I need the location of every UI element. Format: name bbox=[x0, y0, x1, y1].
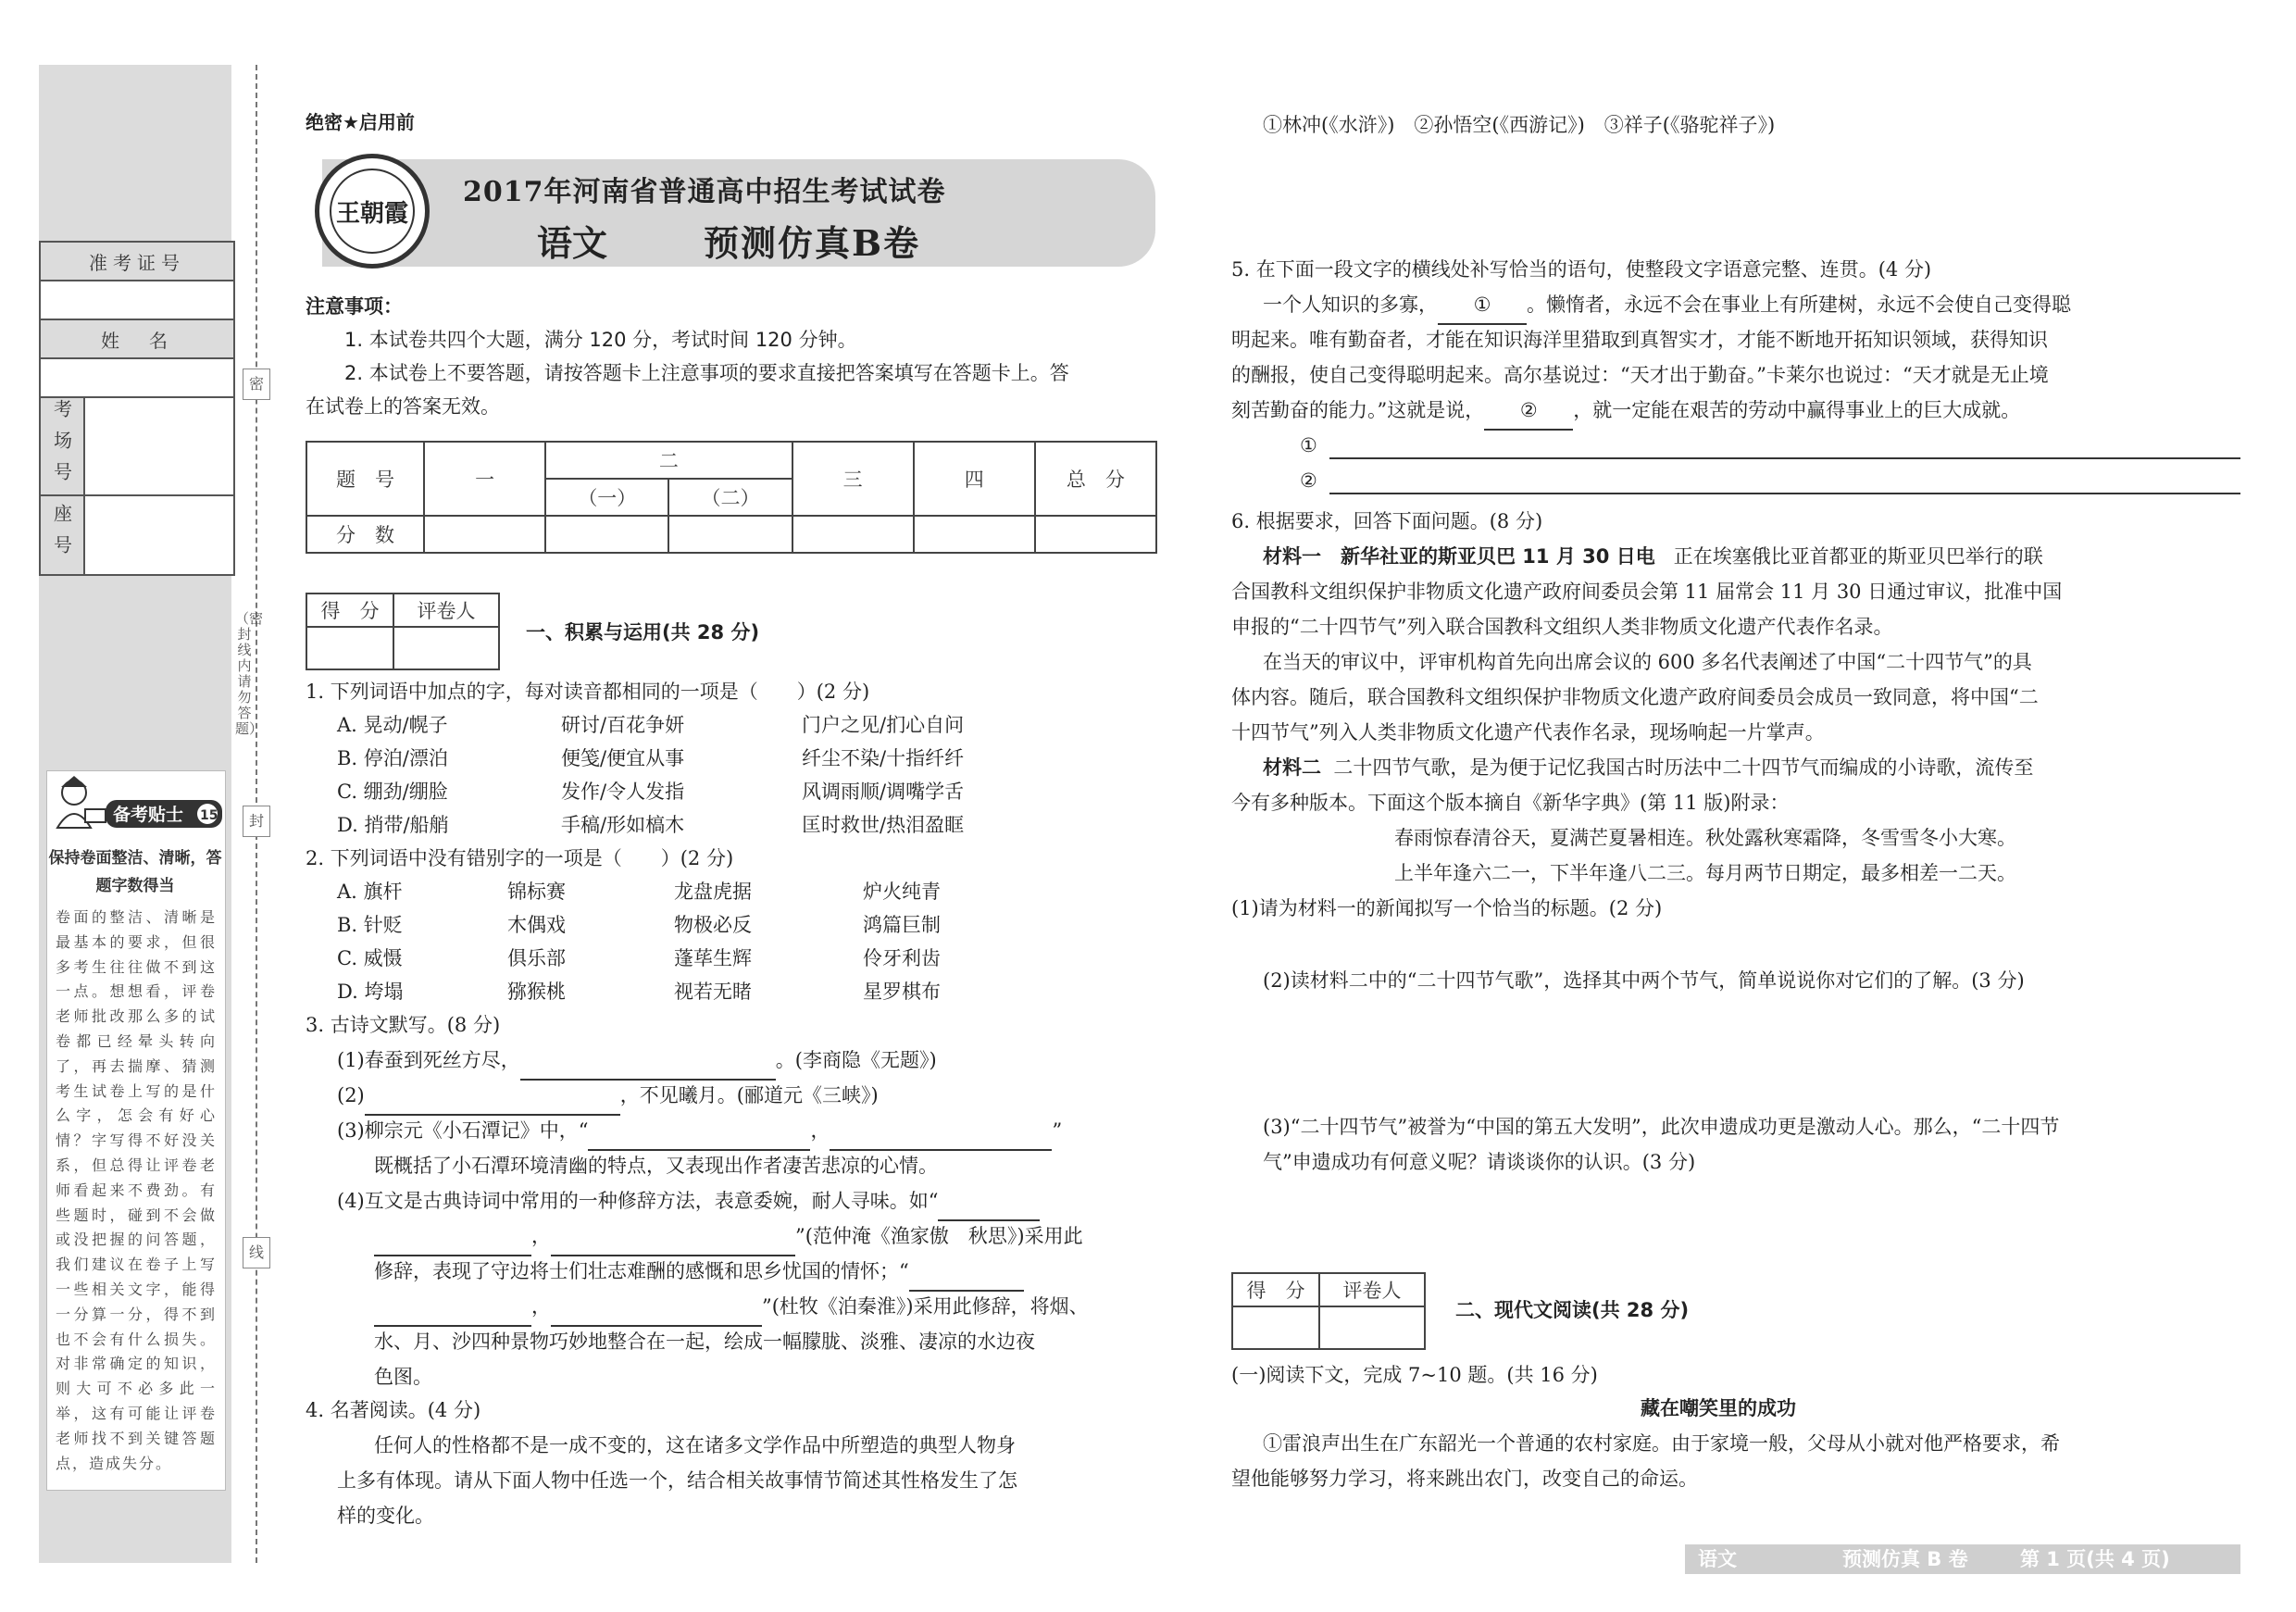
confidential-label: 绝密★启用前 bbox=[306, 111, 415, 133]
seal-note: （密封线内请勿答题） bbox=[235, 610, 264, 737]
q6-material-text: 合国教科文组织保护非物质文化遗产政府间委员会第 11 届常会 11 月 30 日通过审议，批准中国 bbox=[1231, 581, 2063, 603]
q6-material-1-line-1 bbox=[1263, 539, 2043, 575]
score-col-2-sub-1: （一） bbox=[545, 479, 668, 516]
answer-blank[interactable] bbox=[551, 1218, 795, 1256]
q5-p1a: 一个人知识的多寡， bbox=[1263, 294, 1438, 316]
q3-l4d: 修辞，表现了守边将士们壮志难酬的感慨和思乡忧国的情怀；“ bbox=[374, 1260, 909, 1282]
candidate-no-label: 准考证号 bbox=[41, 243, 233, 281]
tip-body: 卷面的整洁、清晰是最基本的要求，但很多考生往往做不到这一点。想想看，评卷老师批改那么多的试卷都已经晕头转向了，再去揣摩、猜测考生试卷上写的是什么字，怎会有好心情？字写得不好没关系，但总得让评卷老师看起来不费劲。有些题时，碰到不会做或没把握的问答题，我们建议在卷子上写一些相关文字，能得一分算一分，得不到也不会有什么损失。对非常确定的知识，则大可不必多此一举，这有可能让评卷老师找不到关键答题点，造成失分。 bbox=[56, 908, 217, 1472]
score-col-total: 总 分 bbox=[1035, 442, 1156, 516]
answer-blank[interactable] bbox=[938, 1183, 1040, 1221]
tip-banner bbox=[48, 772, 224, 833]
q3-l4a: (4)互文是古典诗词中常用的一种修辞方法，表意委婉，耐人寻味。如“ bbox=[337, 1190, 939, 1212]
grader-score-label: 得 分 bbox=[306, 594, 393, 627]
candidate-info-table bbox=[39, 241, 235, 576]
q3-l4h: 色图。 bbox=[374, 1366, 432, 1388]
tip-number: 15 bbox=[200, 808, 218, 823]
q6-poem-line-1: 春雨惊春清谷天，夏满芒夏暑相连。秋处露秋寒霜降，冬雪雪冬小大寒。 bbox=[1394, 827, 2016, 849]
answer-blank[interactable] bbox=[520, 1043, 776, 1081]
grader-score-cell[interactable] bbox=[1232, 1306, 1319, 1349]
q2-option-word: 猕猴桃 bbox=[507, 981, 566, 1003]
q1-option[interactable]: B. 停泊/漂泊 bbox=[337, 747, 448, 769]
q3-l3a: (3)柳宗元《小石潭记》中，“ bbox=[337, 1119, 589, 1142]
q6-material-text: 今有多种版本。下面这个版本摘自《新华字典》(第 11 版)附录： bbox=[1231, 792, 1790, 814]
seal-mark-feng: 封 bbox=[243, 806, 270, 837]
q6-m2-l1: 二十四节气歌，是为便于记忆我国古时历法中二十四节气而编成的小诗歌，流传至 bbox=[1333, 756, 2034, 779]
q2-stem: 2. 下列词语中没有错别字的一项是（ ）(2 分) bbox=[306, 847, 734, 869]
q5-p4b: ，就一定能在艰苦的劳动中赢得事业上的巨大成就。 bbox=[1573, 399, 2021, 421]
answer-blank[interactable] bbox=[365, 1078, 620, 1116]
section-1-title: 一、积累与运用(共 28 分) bbox=[526, 621, 760, 644]
q6-m1-l1: 正在埃塞俄比亚首都亚的斯亚贝巴举行的联 bbox=[1673, 545, 2043, 568]
candidate-no-field[interactable] bbox=[41, 281, 233, 320]
exam-room-row[interactable] bbox=[41, 398, 233, 496]
grader-score-cell[interactable] bbox=[306, 627, 393, 669]
score-cell[interactable] bbox=[1035, 516, 1156, 553]
q2-option-word: 蓬荜生辉 bbox=[674, 947, 752, 969]
exam-title: 2017年河南省普通高中招生考试试卷 bbox=[463, 176, 946, 208]
q4-paragraph: 样的变化。 bbox=[337, 1505, 434, 1527]
q5-line-1 bbox=[1263, 287, 2071, 325]
q3-line-4b bbox=[374, 1218, 1083, 1256]
q4-characters: ①林冲(《水浒》) ②孙悟空(《西游记》) ③祥子(《骆驼祥子》) bbox=[1263, 114, 1776, 136]
score-col-3: 三 bbox=[792, 442, 914, 516]
q1-option-word: 便笺/便宜从事 bbox=[561, 747, 685, 769]
answer-blank[interactable] bbox=[588, 1113, 810, 1151]
q1-option-word: 门户之见/扪心自问 bbox=[802, 714, 965, 736]
q3-line-4d bbox=[374, 1289, 1089, 1327]
page-footer bbox=[1685, 1544, 2240, 1574]
q6-sub-question-3b: 气”申遗成功有何意义呢？请谈谈你的认识。(3 分) bbox=[1263, 1151, 1696, 1173]
score-table-header: 题 号 bbox=[306, 442, 424, 516]
q6-material-text: 体内容。随后，联合国教科文组织保护非物质文化遗产政府间委员会成员一致同意，将中国“二 bbox=[1231, 686, 2039, 708]
brand-seal-text: 王朝霞 bbox=[330, 169, 415, 254]
q6-sub-question-3a: (3)“二十四节气”被誉为“中国的第五大发明”，此次申遗成功更是激动人心。那么，“二十四节 bbox=[1263, 1116, 2060, 1138]
q5-answer-2-label: ② bbox=[1300, 469, 1317, 492]
q5-paragraph: 明起来。唯有勤奋者，才能在知识海洋里猎取到真智实才，才能不断地开拓知识领域，获得知识 bbox=[1231, 329, 2048, 351]
q1-option-word: 风调雨顺/调嘴学舌 bbox=[802, 781, 965, 803]
tip-heading: 保持卷面整洁、清晰，答题字数得当 bbox=[48, 849, 222, 895]
grader-label: 评卷人 bbox=[1319, 1273, 1425, 1306]
q6-poem-line-2: 上半年逢六二一，下半年逢八二三。每月两节日期定，最多相差一二天。 bbox=[1394, 862, 2016, 884]
grader-score-label: 得 分 bbox=[1232, 1273, 1319, 1306]
exam-room-label: 考场号 bbox=[41, 398, 85, 494]
notice-item-1: 1. 本试卷共四个大题，满分 120 分，考试时间 120 分钟。 bbox=[344, 329, 857, 351]
q6-material-2-line-1 bbox=[1263, 750, 2033, 786]
tip-title: 备考贴士 bbox=[113, 805, 184, 825]
notice-item-2a: 2. 本试卷上不要答题，请按答题卡上注意事项的要求直接把答案填写在答题卡上。答 bbox=[344, 362, 1069, 384]
q5-stem: 5. 在下面一段文字的横线处补写恰当的语句，使整段文字语意完整、连贯。(4 分) bbox=[1231, 258, 1932, 281]
footer-paper: 预测仿真 B 卷 bbox=[1842, 1548, 1968, 1570]
score-cell[interactable] bbox=[914, 516, 1035, 553]
q2-option[interactable]: C. 威慑 bbox=[337, 947, 403, 969]
q6-material-text: 在当天的审议中，评审机构首先向出席会议的 600 多名代表阐述了中国“二十四节气”的具 bbox=[1263, 651, 2032, 673]
article-paragraph: 望他能够努力学习，将来跳出农门，改变自己的命运。 bbox=[1231, 1468, 1698, 1490]
q1-option-word: 发作/令人发指 bbox=[561, 781, 685, 803]
grader-box-1 bbox=[306, 593, 500, 670]
q5-blank-2[interactable]: ② bbox=[1484, 393, 1573, 431]
q5-answer-1-label: ① bbox=[1300, 434, 1317, 456]
answer-blank[interactable] bbox=[374, 1218, 531, 1256]
q3-line-2 bbox=[337, 1078, 879, 1116]
q6-material-text: 十四节气”列入人类非物质文化遗产代表作名录，现场响起一片掌声。 bbox=[1231, 721, 1825, 744]
q1-option[interactable]: C. 绷劲/绷脸 bbox=[337, 781, 448, 803]
q2-option-word: 视若无睹 bbox=[674, 981, 752, 1003]
article-title: 藏在嘲笑里的成功 bbox=[1641, 1397, 1796, 1419]
q3-line-3 bbox=[337, 1113, 1062, 1151]
q2-option-word: 俱乐部 bbox=[507, 947, 566, 969]
q3-l3c: ” bbox=[1052, 1119, 1063, 1142]
q4-paragraph: 上多有体现。请从下面人物中任选一个，结合相关故事情节简述其性格发生了怎 bbox=[337, 1469, 1017, 1492]
q3-l4c: ”(范仲淹《渔家傲 秋思》)采用此 bbox=[795, 1225, 1083, 1247]
grader-name-cell[interactable] bbox=[1319, 1306, 1425, 1349]
q3-l1b: 。(李商隐《无题》) bbox=[775, 1049, 937, 1071]
q3-l3d: 既概括了小石潭环境清幽的特点，又表现出作者凄苦悲凉的心情。 bbox=[374, 1155, 938, 1177]
q3-l2a: (2) bbox=[337, 1084, 365, 1106]
q2-option-word: 龙盘虎据 bbox=[674, 881, 752, 903]
q3-l4e: ， bbox=[531, 1295, 551, 1318]
q6-material-1-label: 材料一 新华社亚的斯亚贝巴 11 月 30 日电 bbox=[1263, 545, 1655, 568]
score-cell[interactable] bbox=[424, 516, 545, 553]
score-cell[interactable] bbox=[545, 516, 668, 553]
score-row-label: 分 数 bbox=[306, 516, 424, 553]
notice-item-2b: 在试卷上的答案无效。 bbox=[306, 395, 500, 418]
footer-subject: 语文 bbox=[1698, 1548, 1737, 1570]
q3-line-1 bbox=[337, 1043, 937, 1081]
q2-option-word: 木偶戏 bbox=[507, 914, 566, 936]
q2-option-word: 锦标赛 bbox=[507, 881, 566, 903]
q1-option[interactable]: A. 晃动/幌子 bbox=[337, 714, 448, 736]
seat-label: 座号 bbox=[41, 496, 85, 574]
q1-option-word: 纤尘不染/十指纤纤 bbox=[802, 747, 965, 769]
q1-option-word: 匡时救世/热泪盈眶 bbox=[802, 814, 965, 836]
paper-type: 预测仿真B卷 bbox=[704, 222, 921, 264]
grader-box-2 bbox=[1231, 1272, 1426, 1350]
q2-option[interactable]: A. 旗杆 bbox=[337, 881, 403, 903]
q2-option-word: 炉火纯青 bbox=[863, 881, 941, 903]
q6-sub-question-1: (1)请为材料一的新闻拟写一个恰当的标题。(2 分) bbox=[1231, 897, 1663, 919]
grader-label: 评卷人 bbox=[393, 594, 499, 627]
q6-material-2-label: 材料二 bbox=[1263, 756, 1321, 779]
score-col-4: 四 bbox=[914, 442, 1035, 516]
seal-mark-mi: 密 bbox=[243, 369, 270, 400]
q1-option-word: 手稿/形如槁木 bbox=[561, 814, 685, 836]
q2-option-word: 星罗棋布 bbox=[863, 981, 941, 1003]
score-col-2-sub-2: （二） bbox=[668, 479, 792, 516]
q5-paragraph: 的酬报，使自己变得聪明起来。高尔基说过：“天才出于勤奋。”卡莱尔也说过：“天才就是无止境 bbox=[1231, 364, 2049, 386]
q1-option[interactable]: D. 捎带/船艄 bbox=[337, 814, 449, 836]
q3-l4g: 水、月、沙四种景物巧妙地整合在一起，绘成一幅朦胧、淡雅、凄凉的水边夜 bbox=[374, 1331, 1035, 1353]
q1-stem: 1. 下列词语中加点的字，每对读音都相同的一项是（ ）(2 分) bbox=[306, 681, 870, 703]
q2-option[interactable]: B. 针贬 bbox=[337, 914, 403, 936]
q3-l4b: ， bbox=[531, 1225, 551, 1247]
q6-stem: 6. 根据要求，回答下面问题。(8 分) bbox=[1231, 510, 1543, 532]
answer-blank[interactable] bbox=[909, 1254, 1024, 1292]
q2-option-word: 鸿篇巨制 bbox=[863, 914, 941, 936]
score-cell[interactable] bbox=[792, 516, 914, 553]
q5-blank-1[interactable]: ① bbox=[1438, 287, 1527, 325]
score-table bbox=[306, 441, 1157, 554]
q5-answer-1-line[interactable] bbox=[1329, 457, 2240, 459]
q3-l4f: ”(杜牧《泊秦淮》)采用此修辞，将烟、 bbox=[762, 1295, 1089, 1318]
q5-line-4 bbox=[1231, 393, 2020, 431]
q4-stem: 4. 名著阅读。(4 分) bbox=[306, 1399, 481, 1421]
article-paragraph: ①雷浪声出生在广东韶光一个普通的农村家庭。由于家境一般，父母从小就对他严格要求，希 bbox=[1263, 1432, 2060, 1455]
q5-p4a: 刻苦勤奋的能力。”这就是说， bbox=[1231, 399, 1485, 421]
q3-l3b: ， bbox=[810, 1119, 830, 1142]
q3-line-4 bbox=[337, 1183, 1040, 1221]
q5-p1b: 。懒惰者，永远不会在事业上有所建树，永远不会使自己变得聪 bbox=[1527, 294, 2071, 316]
section-2-part-1: (一)阅读下文，完成 7~10 题。(共 16 分) bbox=[1231, 1364, 1598, 1386]
scholar-illustration bbox=[57, 776, 106, 828]
seat-row[interactable] bbox=[41, 496, 233, 574]
q2-option-word: 伶牙利齿 bbox=[863, 947, 941, 969]
name-field[interactable] bbox=[41, 359, 233, 398]
q4-paragraph: 任何人的性格都不是一成不变的，这在诸多文学作品中所塑造的典型人物身 bbox=[374, 1434, 1016, 1456]
q6-material-text: 申报的“二十四节气”列入联合国教科文组织人类非物质文化遗产代表作名录。 bbox=[1231, 616, 1893, 638]
notice-title: 注意事项： bbox=[306, 295, 403, 318]
q1-option-word: 研讨/百花争妍 bbox=[561, 714, 685, 736]
section-2-title: 二、现代文阅读(共 28 分) bbox=[1455, 1299, 1690, 1321]
name-label: 姓 名 bbox=[41, 320, 233, 359]
score-col-1: 一 bbox=[424, 442, 545, 516]
score-col-2: 二 bbox=[545, 442, 792, 479]
subject-title: 语文 bbox=[537, 222, 608, 264]
q3-l2b: ，不见曦月。(郦道元《三峡》) bbox=[619, 1084, 879, 1106]
answer-blank[interactable] bbox=[374, 1289, 531, 1327]
q5-answer-2-line[interactable] bbox=[1329, 493, 2240, 494]
q2-option-word: 物极必反 bbox=[674, 914, 752, 936]
q3-l1a: (1)春蚕到死丝方尽， bbox=[337, 1049, 520, 1071]
seal-mark-xian: 线 bbox=[243, 1237, 270, 1268]
q6-sub-question-2: (2)读材料二中的“二十四节气歌”，选择其中两个节气，简单说说你对它们的了解。(3 分) bbox=[1263, 969, 2025, 992]
answer-blank[interactable] bbox=[830, 1113, 1052, 1151]
q2-option[interactable]: D. 垮塌 bbox=[337, 981, 404, 1003]
answer-blank[interactable] bbox=[551, 1289, 762, 1327]
q3-line-4c bbox=[374, 1254, 1024, 1292]
footer-page: 第 1 页(共 4 页) bbox=[2020, 1548, 2170, 1570]
q3-stem: 3. 古诗文默写。(8 分) bbox=[306, 1014, 501, 1036]
grader-name-cell[interactable] bbox=[393, 627, 499, 669]
score-cell[interactable] bbox=[668, 516, 792, 553]
